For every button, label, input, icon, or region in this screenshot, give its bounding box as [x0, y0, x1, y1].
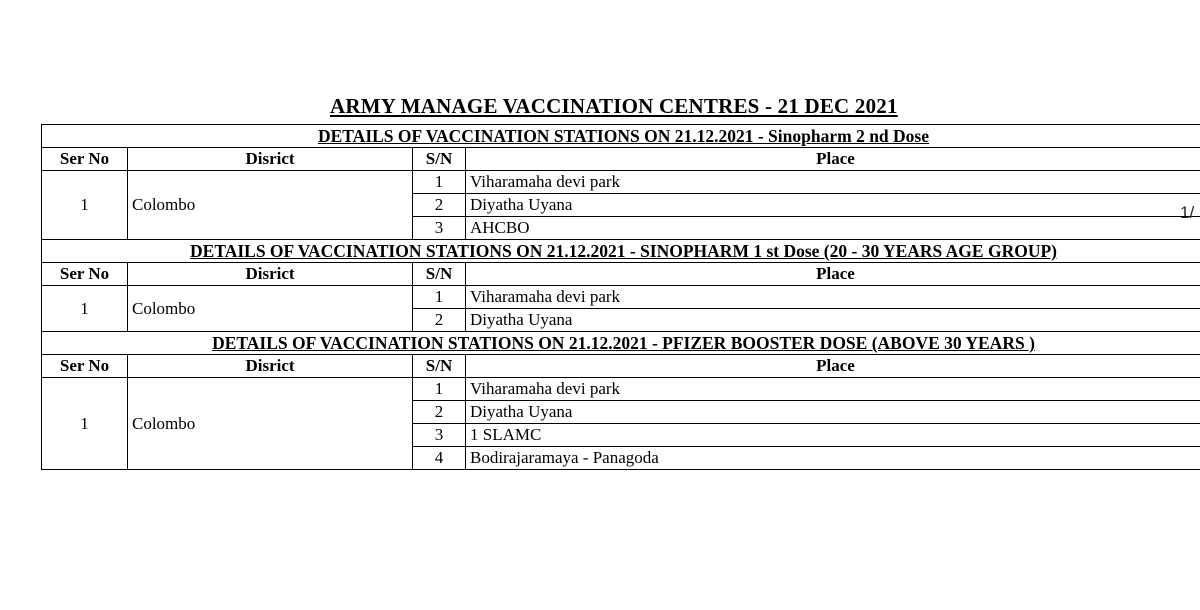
section-heading: DETAILS OF VACCINATION STATIONS ON 21.12.2021 - Sinopharm 2 nd Dose: [42, 125, 1200, 148]
place-cell: Viharamaha devi park: [466, 378, 1200, 401]
document-title: ARMY MANAGE VACCINATION CENTRES - 21 DEC 2021: [330, 94, 898, 118]
header-district: Disrict: [128, 148, 413, 171]
sn-cell: 2: [413, 309, 466, 332]
section-heading: DETAILS OF VACCINATION STATIONS ON 21.12.2021 - PFIZER BOOSTER DOSE (ABOVE 30 YEARS ): [42, 332, 1200, 355]
header-sn: S/N: [413, 355, 466, 378]
place-cell: Diyatha Uyana: [466, 401, 1200, 424]
header-place: Place: [466, 148, 1200, 171]
place-cell: Viharamaha devi park: [466, 286, 1200, 309]
vaccination-table: [41, 124, 1200, 470]
header-place: Place: [466, 263, 1200, 286]
sn-cell: 3: [413, 424, 466, 447]
sn-cell: 2: [413, 401, 466, 424]
place-cell: Diyatha Uyana: [466, 309, 1200, 332]
ser-no-cell: 1: [42, 378, 128, 470]
header-ser-no: Ser No: [42, 263, 128, 286]
sn-cell: 2: [413, 194, 466, 217]
district-cell: Colombo: [128, 171, 413, 240]
header-sn: S/N: [413, 148, 466, 171]
table-row: [42, 286, 1200, 309]
header-ser-no: Ser No: [42, 355, 128, 378]
district-cell: Colombo: [128, 378, 413, 470]
section-heading-row: [42, 125, 1200, 148]
header-ser-no: Ser No: [42, 148, 128, 171]
place-cell: 1 SLAMC: [466, 424, 1200, 447]
place-cell: Diyatha Uyana: [466, 194, 1200, 217]
section-heading-row: [42, 240, 1200, 263]
ser-no-cell: 1: [42, 286, 128, 332]
header-sn: S/N: [413, 263, 466, 286]
table-header-row: [42, 148, 1200, 171]
sn-cell: 1: [413, 378, 466, 401]
place-cell: AHCBO: [466, 217, 1200, 240]
header-district: Disrict: [128, 263, 413, 286]
place-cell: Viharamaha devi park: [466, 171, 1200, 194]
page-indicator: 1/: [1180, 203, 1195, 222]
header-district: Disrict: [128, 355, 413, 378]
sn-cell: 4: [413, 447, 466, 470]
sn-cell: 1: [413, 286, 466, 309]
table-header-row: [42, 355, 1200, 378]
table-header-row: [42, 263, 1200, 286]
section-heading: DETAILS OF VACCINATION STATIONS ON 21.12.2021 - SINOPHARM 1 st Dose (20 - 30 YEARS AGE GROUP): [42, 240, 1200, 263]
table-row: [42, 378, 1200, 401]
table-row: [42, 171, 1200, 194]
sn-cell: 3: [413, 217, 466, 240]
district-cell: Colombo: [128, 286, 413, 332]
header-place: Place: [466, 355, 1200, 378]
sn-cell: 1: [413, 171, 466, 194]
ser-no-cell: 1: [42, 171, 128, 240]
section-heading-row: [42, 332, 1200, 355]
place-cell: Bodirajaramaya - Panagoda: [466, 447, 1200, 470]
